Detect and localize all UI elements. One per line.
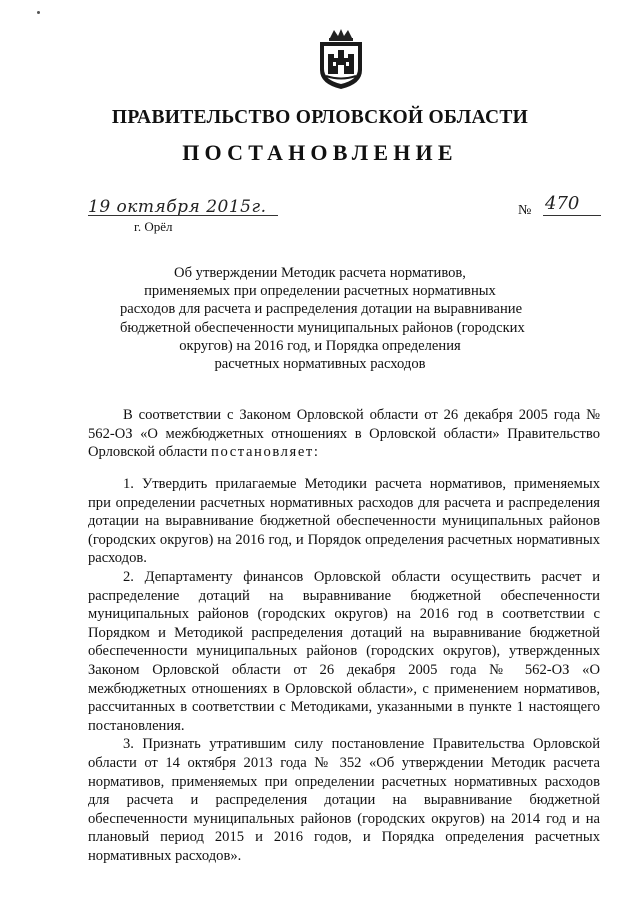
preamble <box>88 406 600 462</box>
number-underline <box>543 215 601 216</box>
city: г. Орёл <box>134 219 173 234</box>
scan-dot <box>37 11 40 14</box>
title-line: округов) на 2016 год, и Порядка определения <box>179 337 461 354</box>
title-line: применяемых при определении расчетных нормативных <box>144 283 496 300</box>
title-line: бюджетной обеспеченности муниципальных районов (городских <box>120 319 525 336</box>
decree-item-3: 3. Признать утратившим силу постановление Правительства Орловской области от 14 октября 2013 года № 352 «Об утверждении Методик расчета нормативов, применяемых при определении расчетных нормативных расходов для расчета и распределения дотации на выравнивание бюджетной обеспеченности муниципальных районов (городских округов) на 2014 год и на плановый период 2015 и 2016 годов, и Порядка определения расчетных нормативных расходов». <box>88 736 600 864</box>
title-line: расходов для расчета и распределения дотации на выравнивание <box>120 301 523 318</box>
title-line: расчетных нормативных расходов <box>214 356 426 373</box>
date-underline <box>88 215 278 216</box>
number-handwritten: 470 <box>545 193 580 214</box>
date-handwritten: 19 октября 2015г. <box>88 197 267 217</box>
coat-of-arms-icon <box>316 28 366 90</box>
preamble-keyword: постановляет: <box>211 444 320 461</box>
government-name: ПРАВИТЕЛЬСТВО ОРЛОВСКОЙ ОБЛАСТИ <box>111 107 529 128</box>
decree-item-2: 2. Департаменту финансов Орловской области осуществить расчет и распределение дотаций на выравнивание бюджетной обеспеченности муниципальных районов (городских округов) на 2016 год в соответствии с Порядком и Методикой распределения дотаций на выравнивание бюджетной обеспеченности муниципальных районов (городских округов), утвержденных Законом Орловской области от 26 декабря 2005 года № 562-ОЗ «О межбюджетных отношениях в Орловской области», с применением нормативов, рассчитанных в соответствии с Методиками, указанными в пункте 1 настоящего постановления. <box>88 568 600 734</box>
document-title <box>120 264 525 373</box>
document-type: ПОСТАНОВЛЕНИЕ <box>182 140 458 165</box>
preamble-text: В соответствии с Законом Орловской области от 26 декабря 2005 года № 562-ОЗ «О межбюджетных отношениях в Орловской области» Правительство Орловской области <box>88 407 600 461</box>
decree-item-1: 1. Утвердить прилагаемые Методики расчета нормативов, применяемых при определении расчетных нормативных расходов для расчета и распределения дотации на выравнивание бюджетной обеспеченности муниципальных районов (городских округов) на 2016 год, и Порядок определения расчетных нормативных расходов. <box>88 476 600 567</box>
number-label: № <box>518 203 532 218</box>
title-line: Об утверждении Методик расчета нормативов, <box>174 265 466 281</box>
decree-items <box>88 475 600 865</box>
